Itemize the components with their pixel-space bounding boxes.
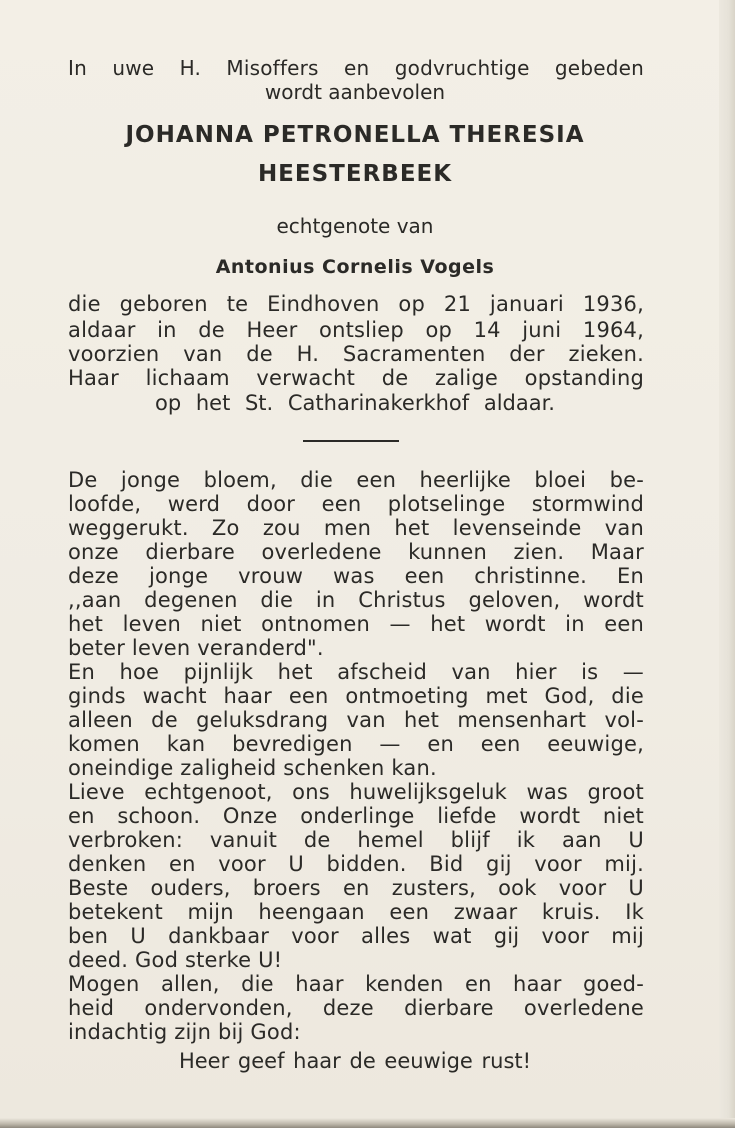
card-right-edge	[719, 0, 735, 1128]
spouse-name: Antonius Cornelis Vogels	[215, 256, 495, 278]
biography-line: die geboren te Eindhoven op 21 januari 1936,	[68, 292, 644, 316]
text-line: komen kan bevredigen — en een eeuwige,	[68, 732, 644, 756]
text-line: Lieve echtgenoot, ons huwelijksgeluk was groot	[68, 780, 644, 804]
biography-line: Haar lichaam verwacht de zalige opstanding	[68, 366, 644, 390]
text-line: ginds wacht haar een ontmoeting met God, die	[68, 684, 644, 708]
closing-prayer: Heer geef haar de eeuwige rust!	[178, 1049, 532, 1073]
text-line: onze dierbare overledene kunnen zien. Maar	[68, 540, 644, 564]
text-line: heid ondervonden, deze dierbare overledene	[68, 996, 644, 1020]
text-line: oneindige zaligheid schenken kan.	[68, 756, 437, 780]
text-line: betekent mijn heengaan een zwaar kruis. Ik	[68, 900, 644, 924]
text-line: De jonge bloem, die een heerlijke bloei be-	[68, 468, 644, 492]
text-line: deed. God sterke U!	[68, 948, 283, 972]
text-line: deze jonge vrouw was een christinne. En	[68, 564, 644, 588]
deceased-name-line-2: HEESTERBEEK	[257, 161, 453, 187]
intro-line-2: wordt aanbevolen	[264, 80, 446, 104]
text-line: verbroken: vanuit de hemel blijf ik aan U	[68, 828, 644, 852]
text-line: ,,aan degenen die in Christus geloven, wordt	[68, 588, 644, 612]
text-line: ben U dankbaar voor alles wat gij voor mij	[68, 924, 644, 948]
divider-rule	[303, 440, 399, 442]
card-bottom-edge	[0, 1118, 735, 1128]
biography-line: op het St. Catharinakerkhof aldaar.	[154, 391, 555, 415]
text-line: Beste ouders, broers en zusters, ook voor U	[68, 876, 644, 900]
text-line: alleen de geluksdrang van het mensenhart vol-	[68, 708, 644, 732]
text-line: denken en voor U bidden. Bid gij voor mij.	[68, 852, 644, 876]
text-line: loofde, werd door een plotselinge stormwind	[68, 492, 644, 516]
spouse-label: echtgenote van	[276, 214, 434, 238]
text-line: het leven niet ontnomen — het wordt in een	[68, 612, 644, 636]
text-line: Mogen allen, die haar kenden en haar goed-	[68, 972, 644, 996]
text-line: weggerukt. Zo zou men het levenseinde van	[68, 516, 644, 540]
text-line: En hoe pijnlijk het afscheid van hier is —	[68, 660, 644, 684]
text-line: beter leven veranderd".	[68, 636, 324, 660]
biography-line: aldaar in de Heer ontsliep op 14 juni 1964,	[68, 318, 644, 342]
biography-line: voorzien van de H. Sacramenten der zieken.	[68, 342, 644, 366]
deceased-name-line-1: JOHANNA PETRONELLA THERESIA	[125, 122, 585, 148]
text-line: indachtig zijn bij God:	[68, 1020, 301, 1044]
text-line: en schoon. Onze onderlinge liefde wordt niet	[68, 804, 644, 828]
intro-line-1: In uwe H. Misoffers en godvruchtige gebeden	[68, 56, 644, 80]
